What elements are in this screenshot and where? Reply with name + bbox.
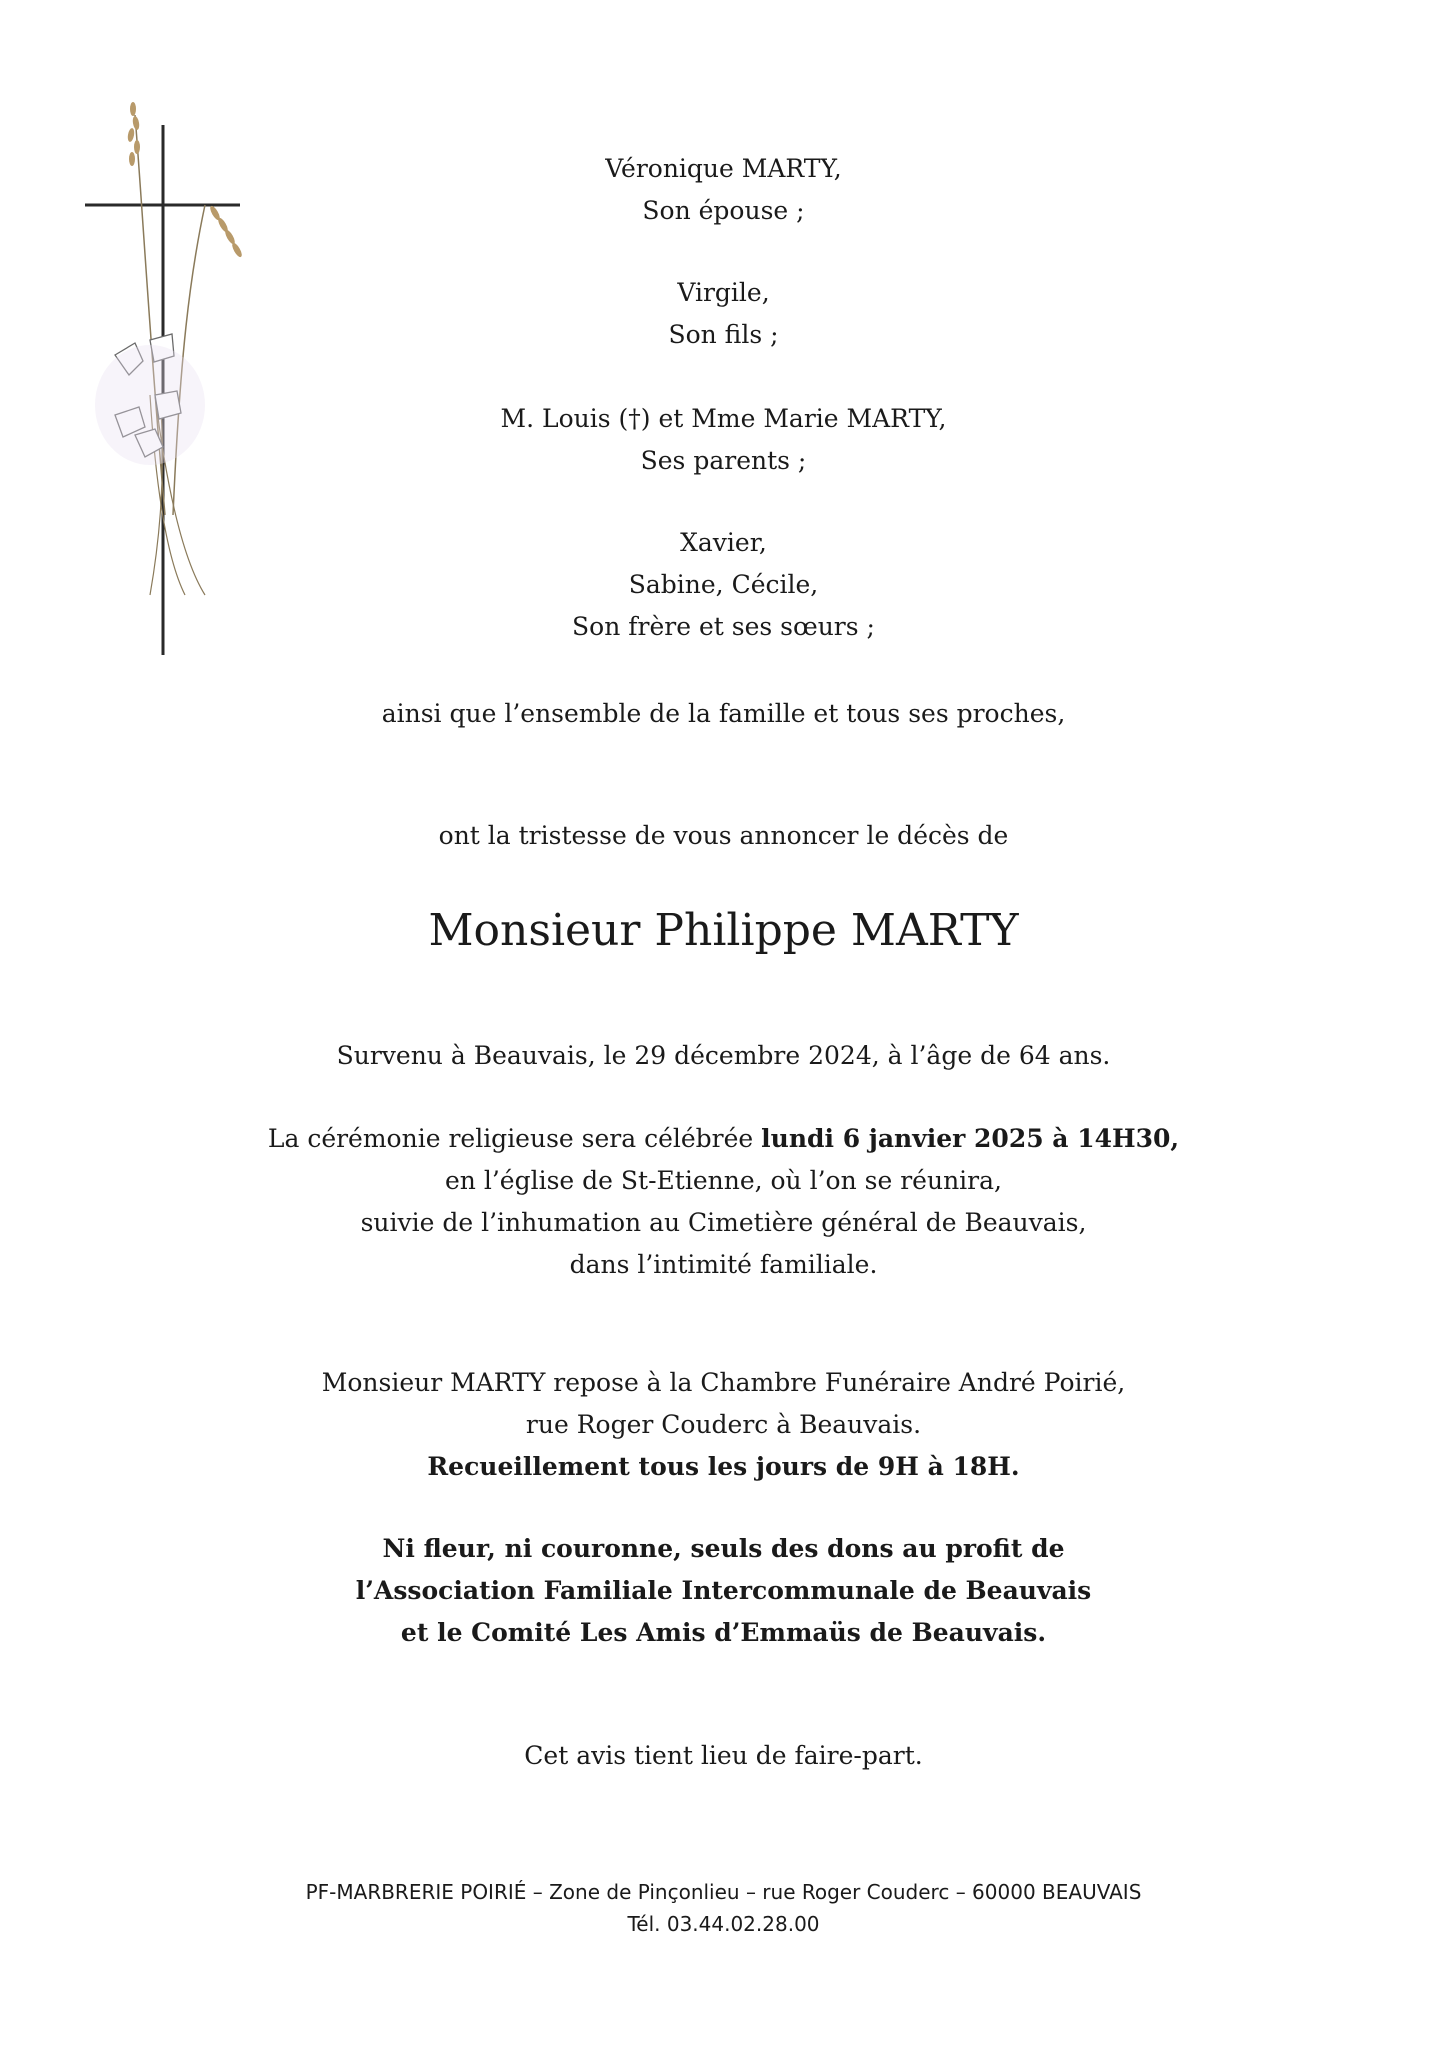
funeral-home-address: PF-MARBRERIE POIRIÉ – Zone de Pinçonlieu – rue Roger Couderc – 60000 BEAUVAIS xyxy=(305,1880,1142,1904)
deceased-name-line: Monsieur Philippe MARTY xyxy=(428,905,1019,956)
extended-family-line: ainsi que l’ensemble de la famille et tous ses proches, xyxy=(381,699,1066,728)
ceremony-line-4: dans l’intimité familiale. xyxy=(569,1250,878,1279)
parents-section xyxy=(0,398,1447,482)
rest-line-2: rue Roger Couderc à Beauvais. xyxy=(525,1410,922,1439)
funeral-home-footer xyxy=(0,1876,1447,1940)
parents-name: M. Louis (†) et Mme Marie MARTY, xyxy=(500,404,947,433)
son-section xyxy=(0,272,1447,356)
ceremony-section xyxy=(0,1118,1447,1286)
sibling-sisters: Sabine, Cécile, xyxy=(628,570,819,599)
death-details xyxy=(0,1035,1447,1077)
closing-section xyxy=(0,1735,1447,1777)
son-name: Virgile, xyxy=(677,278,770,307)
deceased-name xyxy=(0,903,1447,959)
family-section xyxy=(0,148,1447,232)
siblings-section xyxy=(0,522,1447,648)
donations-line-2: l’Association Familiale Intercommunale de Beauvais xyxy=(355,1576,1092,1605)
parents-relation: Ses parents ; xyxy=(640,446,807,475)
ceremony-prefix: La cérémonie religieuse sera célébrée xyxy=(267,1124,762,1153)
siblings-relation: Son frère et ses sœurs ; xyxy=(572,612,875,641)
son-relation: Son fils ; xyxy=(668,320,779,349)
announcement-intro-line: ont la tristesse de vous annoncer le décès de xyxy=(438,821,1009,850)
extended-family xyxy=(0,693,1447,735)
closing-line: Cet avis tient lieu de faire-part. xyxy=(524,1741,923,1770)
ceremony-date: lundi 6 janvier 2025 à 14H30, xyxy=(761,1124,1180,1153)
ceremony-line-2: en l’église de St-Etienne, où l’on se réunira, xyxy=(445,1166,1002,1195)
death-details-line: Survenu à Beauvais, le 29 décembre 2024, à l’âge de 64 ans. xyxy=(336,1041,1111,1070)
announcement-intro xyxy=(0,815,1447,857)
ceremony-line-1 xyxy=(0,1118,1447,1160)
ceremony-line-3: suivie de l’inhumation au Cimetière général de Beauvais, xyxy=(360,1208,1087,1237)
funeral-home-phone: Tél. 03.44.02.28.00 xyxy=(627,1912,820,1936)
rest-line-1: Monsieur MARTY repose à la Chambre Funéraire André Poirié, xyxy=(321,1368,1126,1397)
rest-visiting-hours: Recueillement tous les jours de 9H à 18H. xyxy=(427,1452,1020,1481)
spouse-name: Véronique MARTY, xyxy=(605,154,842,183)
donations-section xyxy=(0,1528,1447,1654)
donations-line-1: Ni fleur, ni couronne, seuls des dons au profit de xyxy=(382,1534,1065,1563)
rest-section xyxy=(0,1362,1447,1488)
spouse-relation: Son épouse ; xyxy=(642,196,805,225)
donations-line-3: et le Comité Les Amis d’Emmaüs de Beauvais. xyxy=(400,1618,1047,1647)
sibling-brother: Xavier, xyxy=(680,528,767,557)
